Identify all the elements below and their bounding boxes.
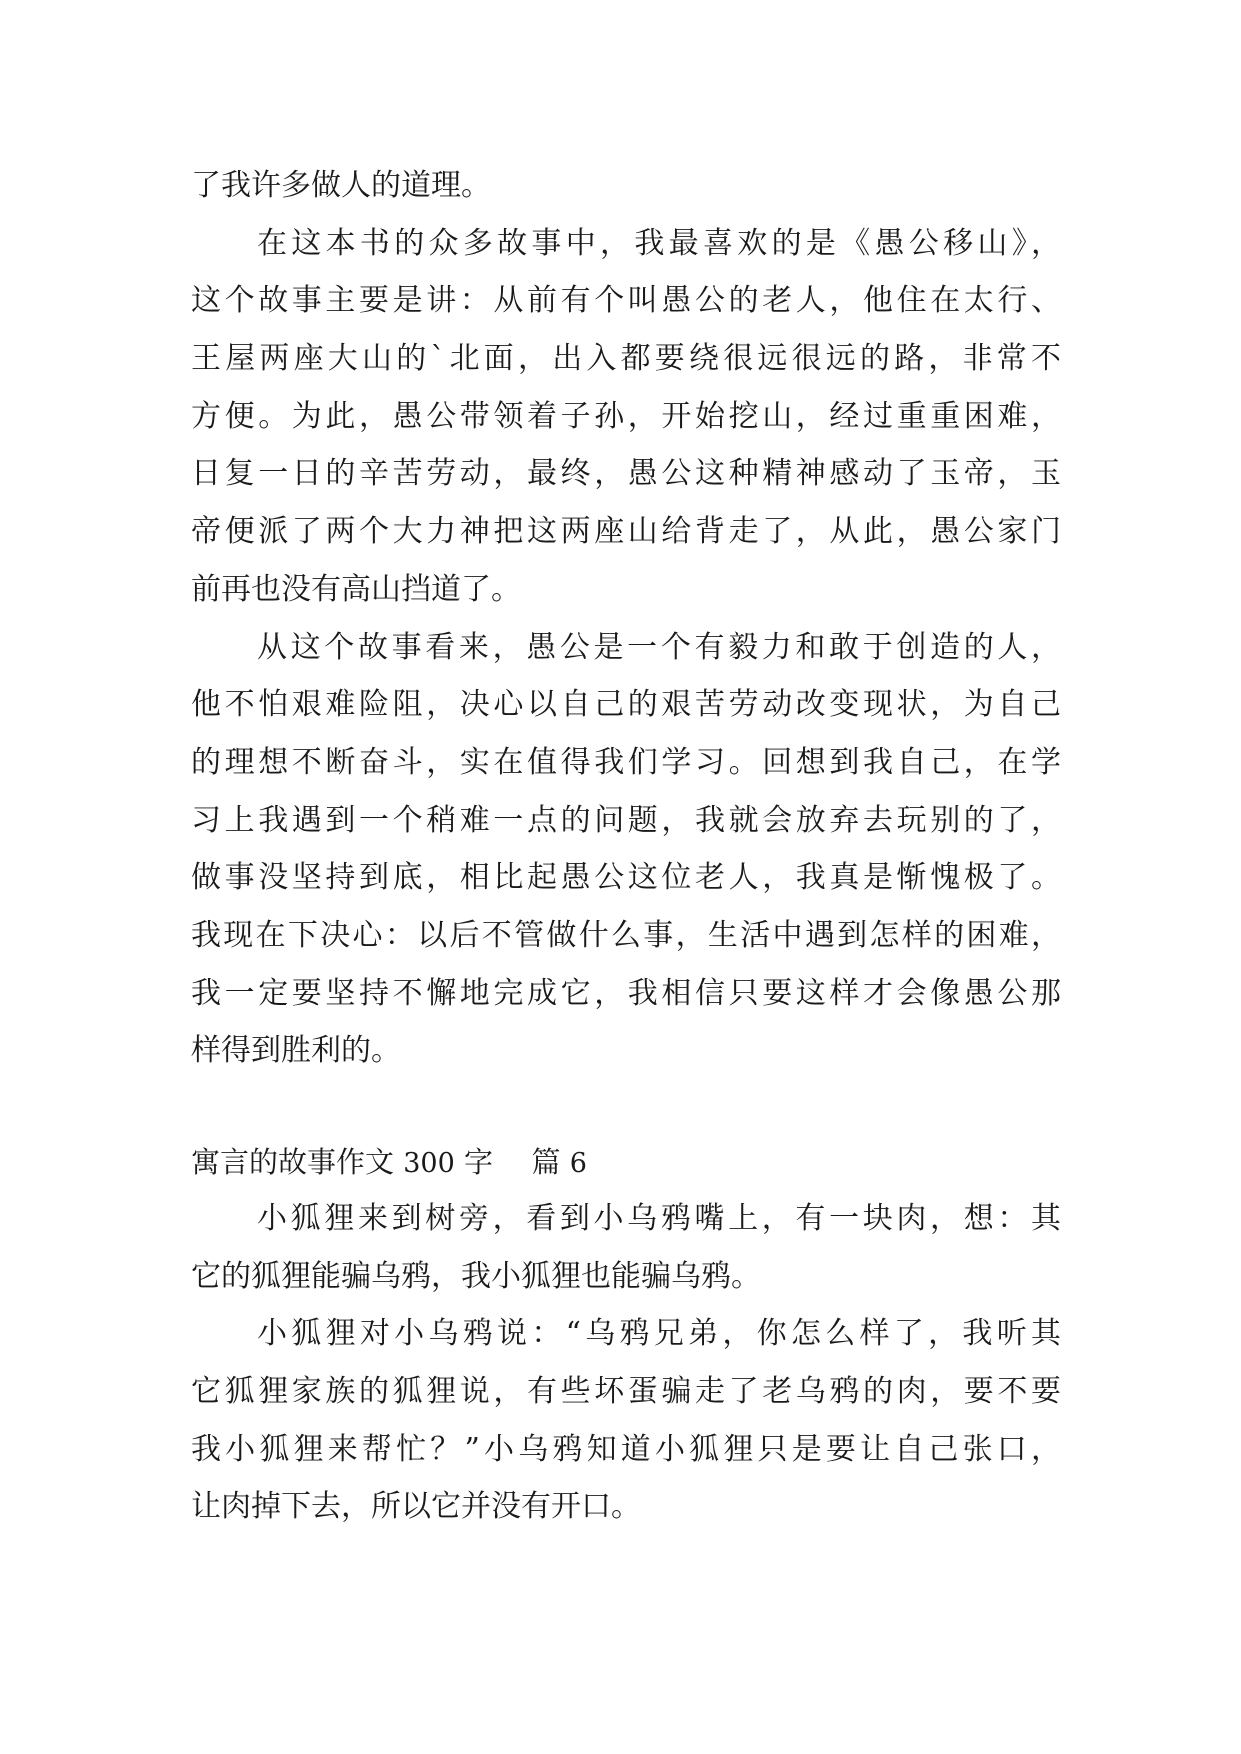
paragraph-line: 我小狐狸来帮忙？”小乌鸦知道小狐狸只是要让自己张口， [191,1431,1061,1467]
paragraph-line: 习上我遇到一个稍难一点的问题，我就会放弃去玩别的了， [191,802,1061,838]
paragraph-line: 做事没坚持到底，相比起愚公这位老人，我真是惭愧极了。 [191,860,1061,896]
paragraph-yugong-story [191,215,1061,619]
section-title: 寓言的故事作文 [191,1145,395,1179]
paragraph-line: 小狐狸对小乌鸦说：“乌鸦兄弟，你怎么样了，我听其 [257,1316,1061,1352]
section-part-number: 6 [569,1148,587,1179]
paragraph-line: 我一定要坚持不懈地完成它，我相信只要这样才会像愚公那 [191,975,1061,1011]
paragraph-line: 了我许多做人的道理。 [191,168,491,203]
paragraph-line: 小狐狸来到树旁，看到小乌鸦嘴上，有一块肉，想：其 [257,1201,1061,1236]
paragraph-line: 样得到胜利的。 [191,1033,401,1069]
paragraph-fox-dialogue [191,1305,1061,1536]
paragraph-fox-intro [191,1190,1061,1305]
paragraph-line: 王屋两座大山的`北面，出入都要绕很远很远的路，非常不 [191,341,1061,377]
section-part-label: 篇 [531,1145,561,1179]
paragraph-line: 在这本书的众多故事中，我最喜欢的是《愚公移山》， [257,225,1061,261]
section-heading [191,1134,1061,1190]
section-word-unit: 字 [464,1145,494,1179]
paragraph-line: 我现在下决心：以后不管做什么事，生活中遇到怎样的困难， [191,917,1061,953]
section-spacer [191,1080,1061,1134]
paragraph-line: 让肉掉下去，所以它并没有开口。 [191,1489,641,1525]
paragraph-line: 帝便派了两个大力神把这两座山给背走了，从此，愚公家门 [191,514,1061,550]
paragraph-line: 它狐狸家族的狐狸说，有些坏蛋骗走了老乌鸦的肉，要不要 [191,1374,1061,1410]
paragraph-reflection [191,619,1061,1081]
paragraph-line: 这个故事主要是讲：从前有个叫愚公的老人，他住在太行、 [191,283,1061,319]
paragraph-line: 方便。为此，愚公带领着子孙，开始挖山，经过重重困难， [191,398,1061,434]
section-word-count: 300 [403,1148,455,1179]
paragraph-line: 日复一日的辛苦劳动，最终，愚公这种精神感动了玉帝，玉 [191,456,1061,492]
paragraph-line: 的理想不断奋斗，实在值得我们学习。回想到我自己，在学 [191,744,1061,780]
paragraph-line: 从这个故事看来，愚公是一个有毅力和敢于创造的人， [257,629,1061,665]
paragraph-line: 它的狐狸能骗乌鸦，我小狐狸也能骗乌鸦。 [191,1258,761,1294]
document-body [191,157,1061,1536]
paragraph-line: 他不怕艰难险阻，决心以自己的艰苦劳动改变现状，为自己 [191,687,1061,723]
paragraph-line: 前再也没有高山挡道了。 [191,571,521,607]
